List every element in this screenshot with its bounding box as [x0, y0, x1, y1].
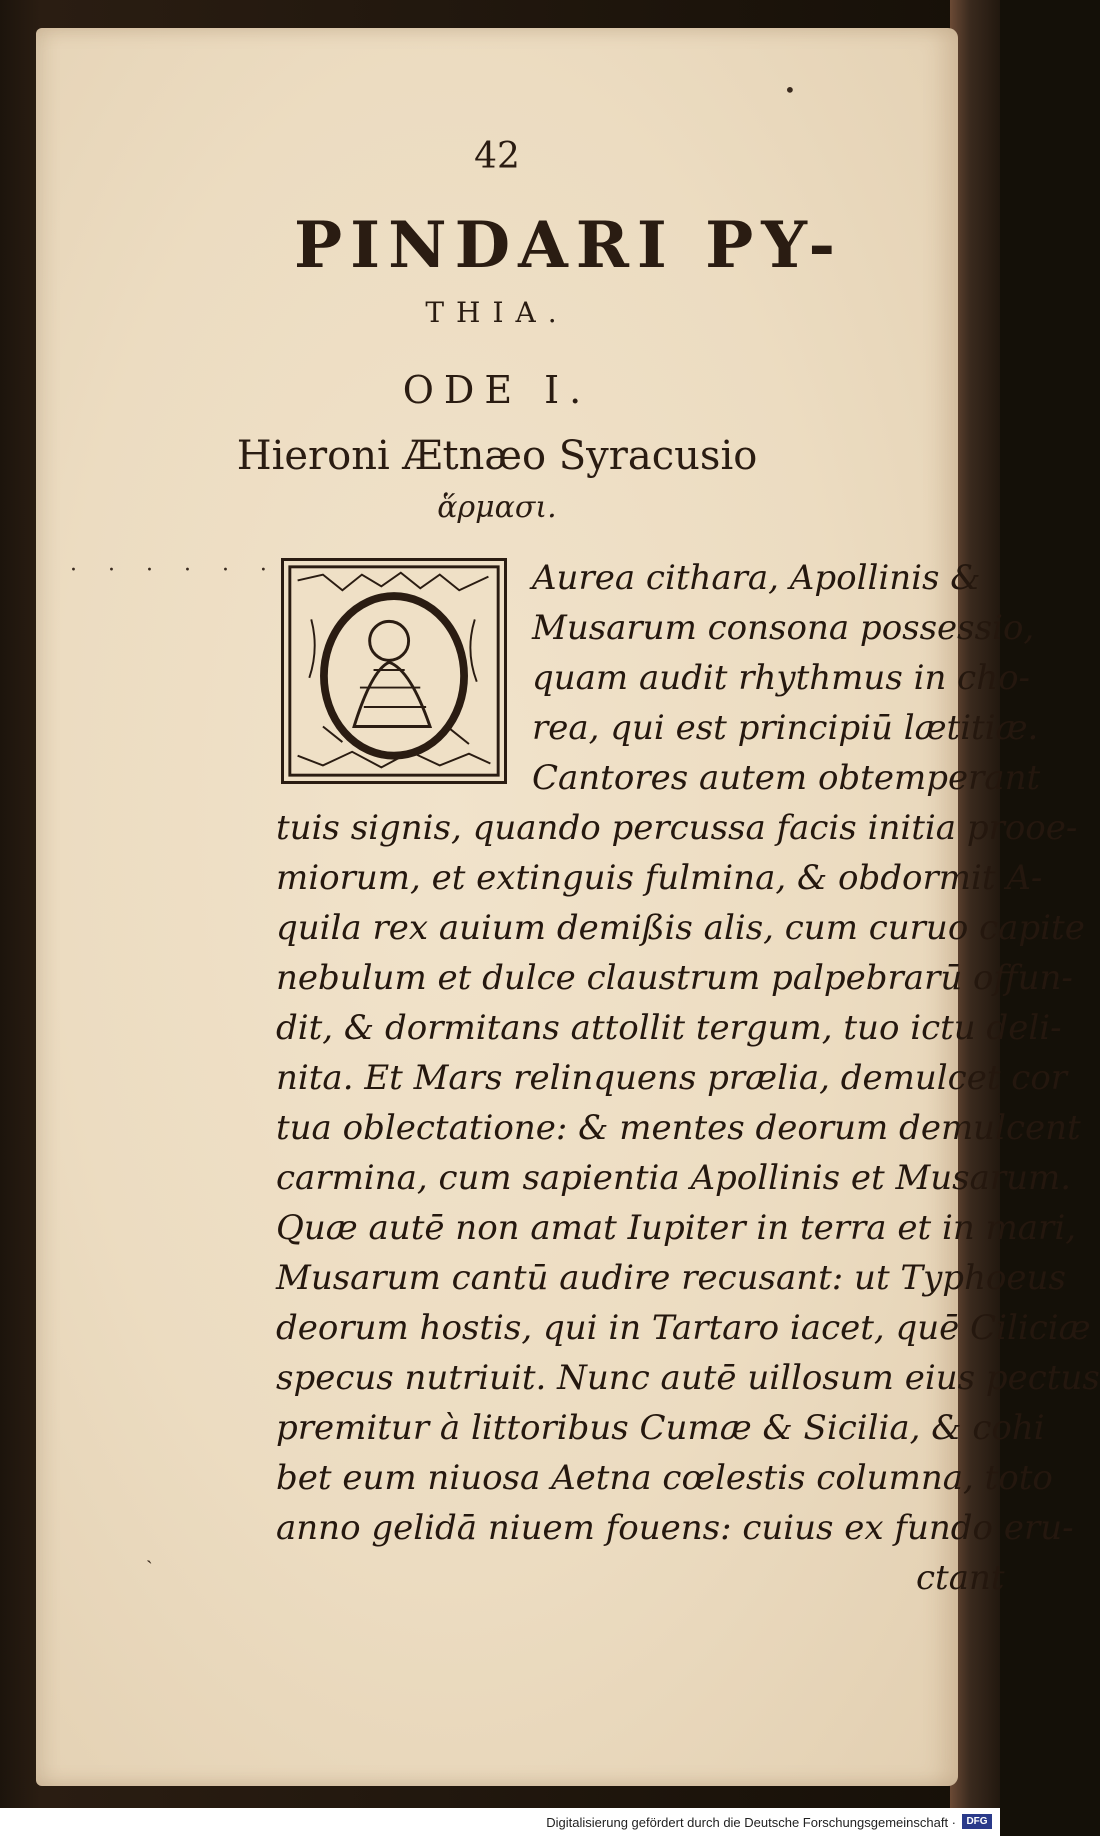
text-line: premitur à littoribus Cumæ & Sicilia, & cohi: [276, 1408, 1045, 1448]
text-line: deorum hostis, qui in Tartaro iacet, quē Ciliciæ: [276, 1308, 1091, 1348]
text-line: Cantores autem obtemperant: [532, 758, 1041, 798]
decorative-dots: · · · · · ·: [70, 558, 279, 583]
woodcut-initial-image: [281, 558, 507, 784]
ink-stroke-mark: ˏ: [146, 1540, 153, 1564]
woodcut-initial-svg: [284, 561, 504, 781]
text-line: specus nutriuit. Nunc autē uillosum eius pectus: [276, 1358, 1100, 1398]
footer-credit-text: Digitalisierung gefördert durch die Deutsche Forschungsgemeinschaft ·: [546, 1815, 956, 1830]
text-line: anno gelidā niuem fouens: cuius ex fundo eru-: [276, 1508, 1074, 1548]
text-line: nebulum et dulce claustrum palpebrarū offun-: [276, 958, 1073, 998]
text-line: tua oblectatione: & mentes deorum demulcent: [276, 1108, 1081, 1148]
page-subtitle: THIA.: [425, 296, 569, 329]
dfg-logo-icon: DFG: [962, 1814, 992, 1829]
text-line: quila rex auium demißis alis, cum curuo capite: [276, 908, 1085, 948]
book-page: [36, 28, 1100, 1786]
dedication: Hieroni Ætnæo Syracusio: [236, 433, 758, 479]
text-line: bet eum niuosa Aetna cœlestis columna, toto: [276, 1458, 1053, 1498]
text-line: carmina, cum sapientia Apollinis et Musarum.: [276, 1158, 1072, 1198]
text-line: quam audit rhythmus in cho-: [532, 658, 1031, 698]
text-line: Musarum cantū audire recusant: ut Typhoeus: [276, 1258, 1066, 1298]
text-line: Aurea cithara, Apollinis &: [532, 558, 981, 598]
text-line: Musarum consona possessio,: [532, 608, 1035, 648]
text-line: miorum, et extinguis fulmina, & obdormit A-: [276, 858, 1043, 898]
page-title: PINDARI PY-: [294, 208, 844, 283]
greek-subtitle: ἅρμασι.: [437, 490, 557, 525]
text-line: Quæ autē non amat Iupiter in terra et in mari,: [276, 1208, 1076, 1248]
ink-spot-mark: •: [784, 78, 796, 102]
text-line: tuis signis, quando percussa facis initia prooe-: [276, 808, 1078, 848]
page-number: 42: [474, 136, 520, 177]
text-line: rea, qui est principiū lætitiæ.: [532, 708, 1039, 748]
ode-heading: ODE I.: [402, 368, 592, 412]
catchword: ctant: [916, 1558, 1005, 1598]
text-line: nita. Et Mars relinquens prælia, demulcet cor: [276, 1058, 1068, 1098]
digitization-footer: [0, 1808, 1000, 1836]
text-line: dit, & dormitans attollit tergum, tuo ictu deli-: [276, 1008, 1062, 1048]
